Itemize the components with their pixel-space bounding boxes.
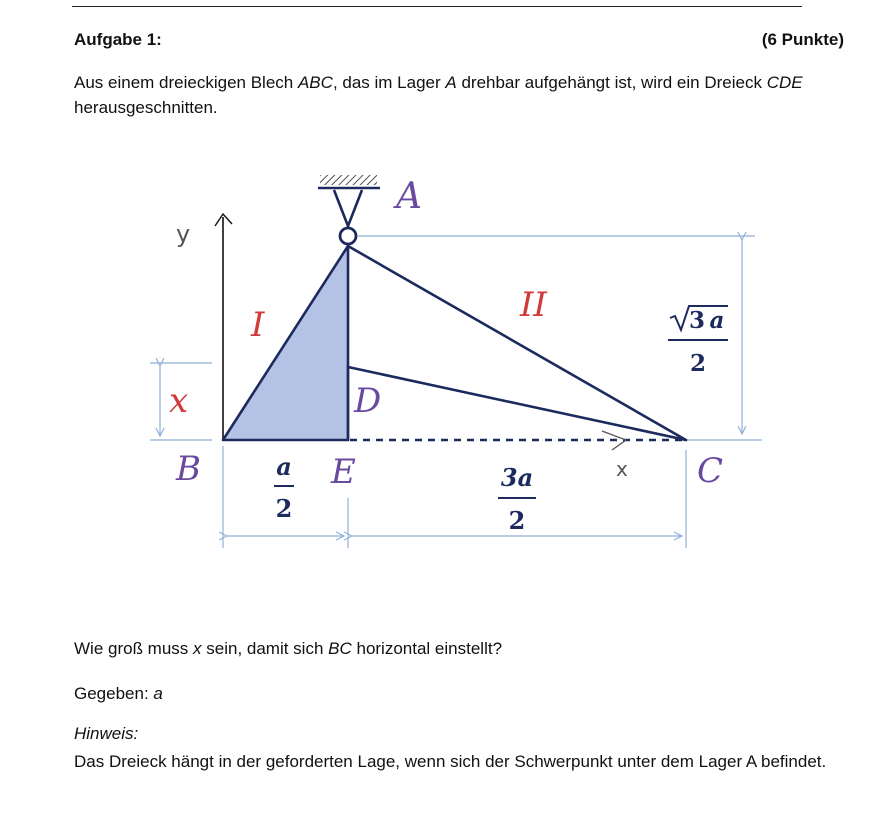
label-region-i: I: [251, 305, 265, 345]
hint-title: Hinweis:: [74, 724, 139, 743]
question-text-3: horizontal einstellt?: [351, 639, 503, 658]
intro-cde: CDE: [766, 73, 803, 92]
dim-ec-denominator: 2: [508, 506, 526, 535]
label-point-e: E: [331, 452, 356, 492]
dim-height-denominator: 2: [689, 350, 707, 377]
given-label: Gegeben:: [74, 684, 154, 703]
intro-text-4: herausgeschnitten.: [74, 98, 218, 117]
dim-be-denominator: 2: [275, 494, 293, 523]
question-text-1: Wie groß muss: [74, 639, 194, 658]
task-points: (6 Punkte): [761, 30, 844, 49]
task-title: Aufgabe 1:: [74, 30, 162, 49]
shaded-triangle-I: [223, 246, 348, 440]
x-axis-label: x: [616, 457, 628, 481]
plate-outline: [348, 246, 686, 440]
y-axis-label: y: [176, 220, 191, 248]
question-text: [74, 639, 502, 659]
given-value: a: [153, 684, 163, 703]
intro-abc: ABC: [297, 73, 333, 92]
question-x: x: [193, 639, 202, 658]
support-hatch: [320, 175, 377, 185]
label-point-d: D: [354, 381, 382, 421]
dimension-lines: [150, 236, 762, 548]
label-x: x: [169, 381, 189, 421]
dim-height-radicand: 3: [688, 307, 706, 334]
label-point-b: B: [176, 449, 201, 489]
dim-ec-numerator: 3a: [500, 463, 534, 492]
question-bc: BC: [328, 639, 352, 658]
label-region-ii: II: [520, 285, 547, 325]
intro-a: A: [445, 73, 457, 92]
dim-height-variable: a: [709, 307, 725, 334]
hint-text: Das Dreieck hängt in der geforderten Lage, wenn sich der Schwerpunkt unter dem Lager A befindet.: [74, 752, 827, 771]
given-line: [74, 684, 163, 704]
dim-be-numerator: a: [276, 452, 292, 481]
intro-text-1: Aus einem dreieckigen Blech: [74, 73, 298, 92]
intro-text-3: drehbar aufgehängt ist, wird ein Dreieck: [456, 73, 767, 92]
question-text-2: sein, damit sich: [201, 639, 329, 658]
label-point-c: C: [697, 451, 724, 491]
support-triangle: [334, 190, 362, 226]
label-point-a: A: [396, 176, 422, 217]
intro-text-2: , das im Lager: [332, 73, 446, 92]
pivot-a-icon: [340, 228, 356, 244]
